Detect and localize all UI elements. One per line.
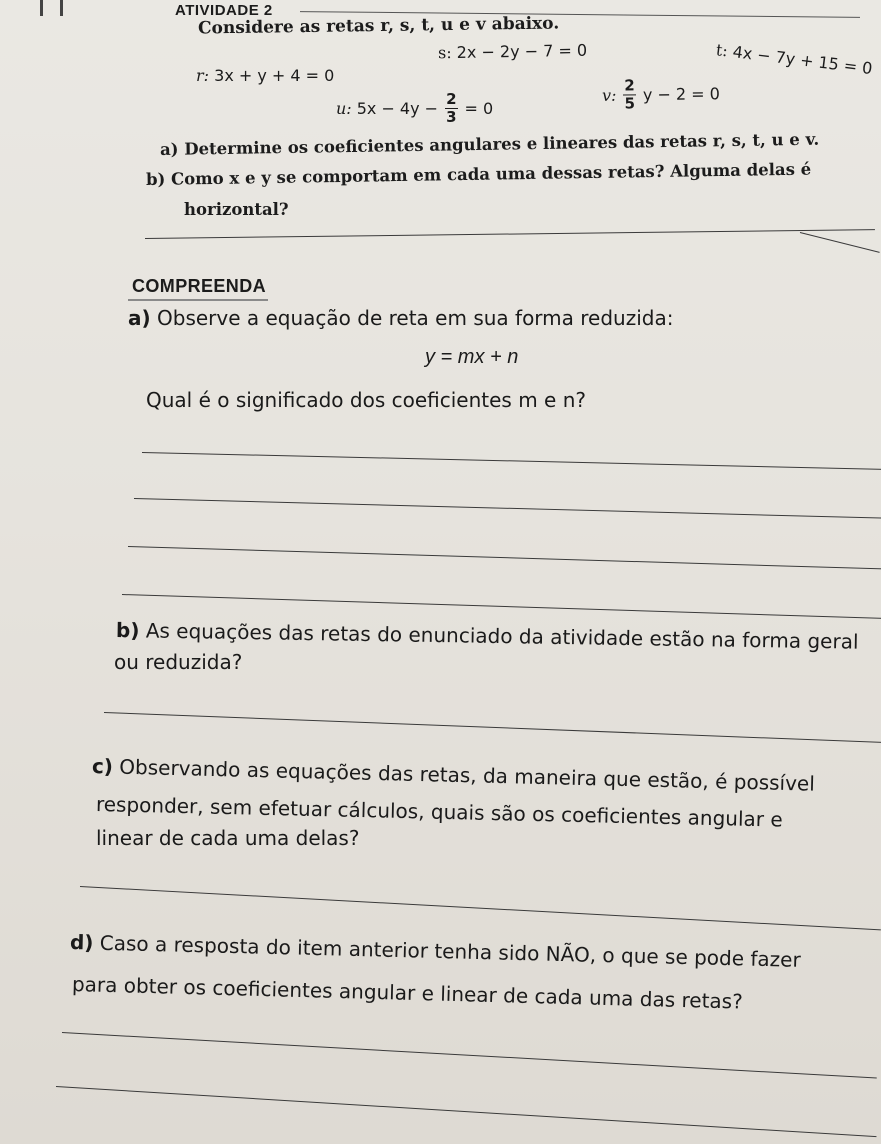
equation-s-label: s: <box>437 43 452 63</box>
section-title-compreenda: COMPREENDA <box>132 276 267 296</box>
reduced-form-formula: y = mx + n <box>425 346 519 368</box>
compreenda-item-c-line1 <box>92 754 815 796</box>
equation-u <box>336 92 493 125</box>
answer-line-a2 <box>134 498 881 519</box>
item-d-label: d) <box>69 930 94 955</box>
equation-t <box>715 40 874 78</box>
activity-question-a: a) Determine os coeficientes angulares e lineares das retas r, s, t, u e v. <box>159 129 820 159</box>
equation-v-fraction <box>623 78 636 111</box>
item-b-label: b) <box>115 618 140 643</box>
item-c-text-line2: responder, sem efetuar cálculos, quais são os coeficientes angular e <box>95 792 783 832</box>
answer-line-a3 <box>128 546 881 569</box>
equation-v <box>602 77 720 112</box>
activity-question-b-line1: b) Como x e y se comportam em cada uma dessas retas? Alguma delas é <box>145 159 812 189</box>
answer-line-a1 <box>142 452 881 470</box>
equation-r-label: r: <box>196 66 210 85</box>
item-c-text-line1: Observando as equações das retas, da maneira que estão, é possível <box>119 754 816 796</box>
left-bar-mark-2 <box>60 0 63 16</box>
compreenda-item-b-line1 <box>116 618 859 654</box>
answer-line-activity-tail <box>800 232 880 253</box>
answer-line-d1 <box>62 1032 877 1079</box>
equation-r-expr: 3x + y + 4 = 0 <box>214 66 335 85</box>
equation-t-label: t: <box>714 40 729 61</box>
equation-r <box>196 66 334 85</box>
equation-u-fraction <box>445 92 457 125</box>
item-a-question: Qual é o significado dos coeficientes m e n? <box>146 388 586 412</box>
compreenda-item-a <box>128 306 673 330</box>
equation-v-den: 5 <box>624 94 636 113</box>
answer-line-d2 <box>56 1086 877 1137</box>
answer-line-a4 <box>122 594 881 619</box>
activity-intro: Considere as retas r, s, t, u e v abaixo. <box>197 13 560 39</box>
item-d-text-line2: para obter os coeficientes angular e linear de cada uma das retas? <box>71 972 744 1014</box>
left-bar-mark <box>40 0 43 16</box>
item-c-text-line3: linear de cada uma delas? <box>96 826 360 850</box>
equation-u-den: 3 <box>446 108 457 126</box>
answer-line-c <box>80 886 881 930</box>
activity-title: ATIVIDADE 2 <box>175 2 273 19</box>
equation-v-label: v: <box>601 85 617 105</box>
activity-question-b-line2: horizontal? <box>184 200 289 219</box>
equation-v-expr-post: y − 2 = 0 <box>642 84 720 105</box>
equation-u-expr-post: = 0 <box>464 99 494 118</box>
item-c-label: c) <box>91 754 114 779</box>
item-b-text-line1: As equações das retas do enunciado da atividade estão na forma geral <box>145 618 859 654</box>
equation-u-expr-pre: 5x − 4y − <box>356 99 439 118</box>
item-b-text-line2: ou reduzida? <box>114 650 243 674</box>
answer-line-b <box>104 712 881 743</box>
compreenda-title-underline <box>128 299 268 301</box>
item-a-label: a) <box>128 306 151 330</box>
item-a-text: Observe a equação de reta em sua forma reduzida: <box>157 306 674 330</box>
item-d-text-line1: Caso a resposta do item anterior tenha sido NÃO, o que se pode fazer <box>99 930 802 972</box>
equation-s-expr: 2x − 2y − 7 = 0 <box>456 40 588 62</box>
equation-v-num: 2 <box>624 76 635 95</box>
equation-u-num: 2 <box>446 90 457 108</box>
compreenda-item-d-line1 <box>70 930 801 972</box>
answer-line-activity <box>145 229 875 239</box>
equation-s <box>438 41 587 63</box>
equation-t-expr: 4x − 7y + 15 = 0 <box>731 42 874 79</box>
equation-u-label: u: <box>336 99 352 118</box>
